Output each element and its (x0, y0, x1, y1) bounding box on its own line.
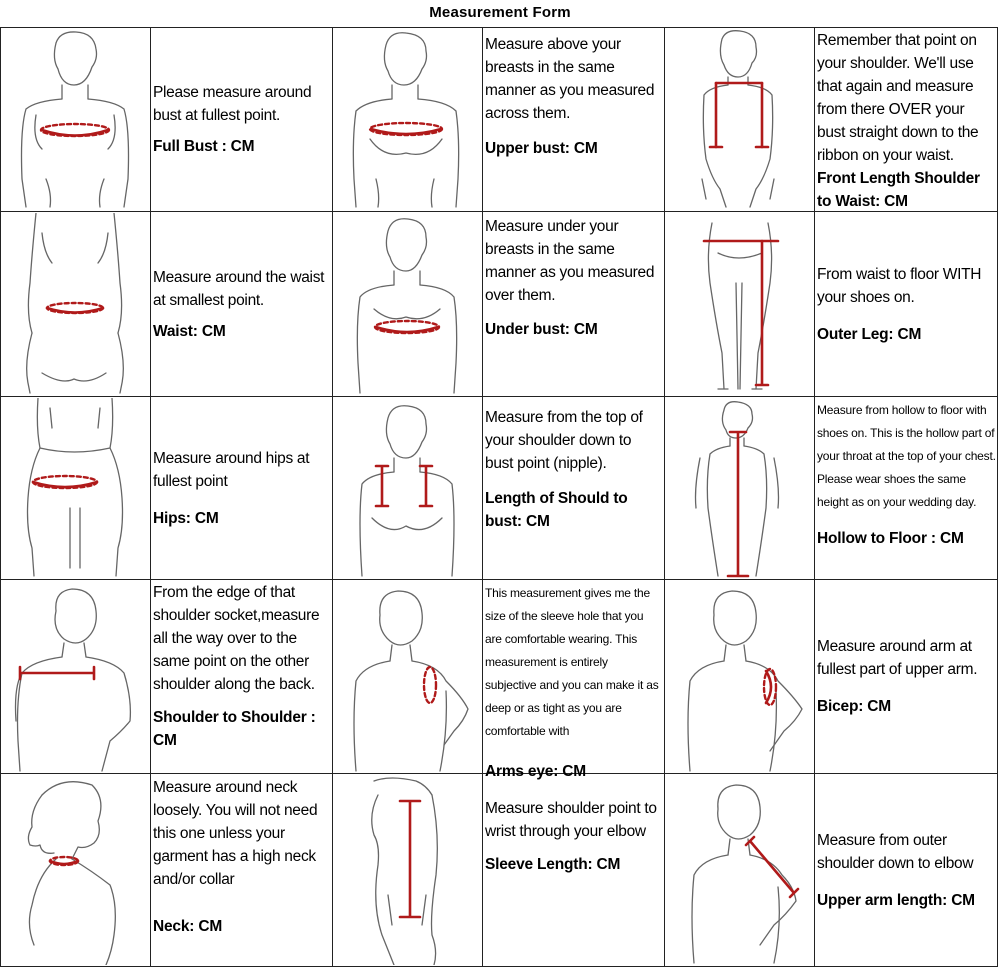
waist-cell (151, 212, 332, 396)
neck-instruction: Measure around neck loosely. You will not need this one unless your garment has a high neck and/or collar (153, 779, 318, 888)
shoulder-to-bust-cell (483, 406, 664, 579)
shoulder-to-shoulder-figure-icon (2, 581, 148, 772)
upper-bust-instruction: Measure above your breasts in the same manner as you measured across them. (485, 36, 655, 122)
bicep-instruction: Measure around arm at fullest part of upper arm. (817, 638, 978, 678)
shoulder-to-bust-instruction: Measure from the top of your shoulder down to bust point (nipple). (485, 409, 643, 472)
front-length-label: Front Length Shoulder to Waist: CM (817, 170, 980, 210)
full-bust-cell (151, 28, 332, 211)
upper-arm-length-figure-icon (666, 775, 813, 965)
upper-bust-label: Upper bust: CM (485, 140, 598, 157)
under-bust-label: Under bust: CM (485, 321, 598, 338)
upper-bust-figure-icon (334, 29, 481, 209)
arms-eye-cell (483, 581, 664, 780)
hollow-to-floor-figure-icon (666, 398, 813, 578)
neck-label: Neck: CM (153, 918, 223, 935)
waist-label: Waist: CM (153, 322, 226, 340)
neck-figure-icon (2, 775, 148, 965)
upper-arm-length-instruction: Measure from outer shoulder down to elbow (817, 832, 974, 872)
sleeve-length-label: Sleeve Length: CM (485, 856, 621, 873)
arms-eye-figure-icon (334, 581, 481, 772)
upper-arm-length-label: Upper arm length: CM (817, 892, 975, 909)
hollow-to-floor-cell (815, 398, 998, 579)
under-bust-cell (483, 215, 664, 396)
waist-instruction: Measure around the waist at smallest point. (153, 268, 325, 309)
shoulder-to-bust-label: Length of Should to bust: CM (485, 490, 628, 530)
upper-arm-length-cell (815, 774, 998, 967)
shoulder-to-shoulder-instruction: From the edge of that shoulder socket,measure all the way over to the same point on the other shoulder along the back. (153, 584, 320, 693)
full-bust-figure-icon (2, 29, 148, 209)
bicep-cell (815, 580, 998, 773)
hips-instruction: Measure around hips at fullest point (153, 449, 310, 490)
hips-cell (151, 397, 332, 579)
divider (664, 27, 665, 967)
outer-leg-instruction: From waist to floor WITH your shoes on. (817, 265, 982, 306)
front-length-instruction: Remember that point on your shoulder. We'll use that again and measure from there OVER your bust straight down to the ribbon on your waist. (817, 32, 979, 164)
form-title: Measurement Form (429, 4, 571, 21)
outer-leg-figure-icon (666, 213, 813, 395)
hollow-to-floor-instruction: Measure from hollow to floor with shoes on. This is the hollow part of your throat at the top of your chest. Please wear shoes the same height as on your wedding day. (817, 403, 996, 509)
divider (332, 27, 333, 967)
hollow-to-floor-label: Hollow to Floor : CM (817, 530, 964, 547)
front-length-figure-icon (666, 29, 813, 209)
shoulder-to-bust-figure-icon (334, 398, 481, 578)
sleeve-length-cell (483, 797, 664, 967)
arms-eye-instruction: This measurement gives me the size of the sleeve hole that you are comfortable wearing. This measurement is entirely subjective and you can make it as deep or as tight as you are comfortable with (485, 586, 659, 738)
sleeve-length-figure-icon (334, 775, 481, 965)
shoulder-to-shoulder-cell (151, 581, 332, 773)
waist-figure-icon (2, 213, 148, 395)
upper-bust-cell (483, 33, 664, 211)
hips-label: Hips: CM (153, 509, 219, 527)
outer-leg-label: Outer Leg: CM (817, 325, 922, 343)
outer-leg-cell (815, 212, 998, 396)
under-bust-figure-icon (334, 213, 481, 395)
under-bust-instruction: Measure under your breasts in the same manner as you measured over them. (485, 218, 655, 304)
neck-cell (151, 776, 332, 967)
full-bust-label: Full Bust : CM (153, 138, 255, 155)
arms-eye-label: Arms eye: CM (485, 763, 586, 780)
sleeve-length-instruction: Measure shoulder point to wrist through your elbow (485, 800, 657, 840)
full-bust-instruction: Please measure around bust at fullest point. (153, 84, 312, 124)
shoulder-to-shoulder-label: Shoulder to Shoulder : CM (153, 709, 316, 749)
front-length-cell (815, 29, 998, 211)
divider (0, 396, 998, 397)
hips-figure-icon (2, 398, 148, 578)
bicep-label: Bicep: CM (817, 698, 891, 715)
bicep-figure-icon (666, 581, 813, 772)
